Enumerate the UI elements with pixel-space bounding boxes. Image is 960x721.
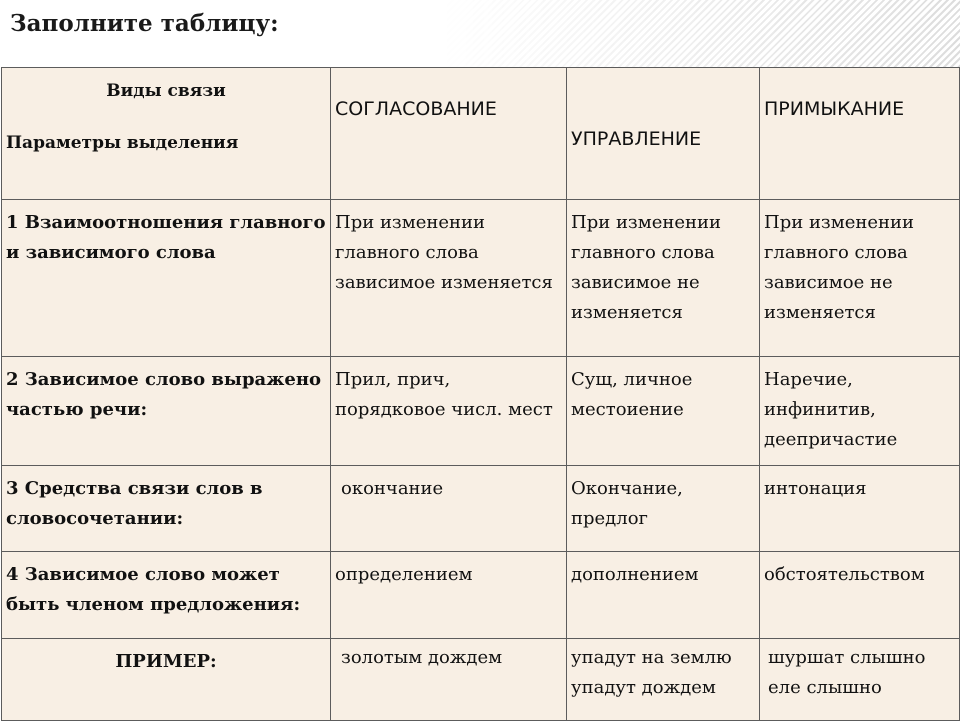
cell-adjunction-example: шуршат слышно еле слышно xyxy=(760,639,960,721)
header-adjunction: ПРИМЫКАНИЕ xyxy=(764,98,905,120)
header-cell-government xyxy=(567,68,760,200)
cell-adjunction-2: Наречие, инфинитив, деепричастие xyxy=(760,357,960,466)
row-param-1: 1 Взаимоотношения главного и зависимого слова xyxy=(2,200,331,357)
table-header-row xyxy=(2,68,960,200)
table-row xyxy=(2,639,960,721)
header-corner-cell xyxy=(2,68,331,200)
cell-adjunction-3: интонация xyxy=(760,466,960,552)
cell-agreement-example: золотым дождем xyxy=(331,639,567,721)
table-row xyxy=(2,552,960,639)
table-row xyxy=(2,357,960,466)
cell-agreement-4: определением xyxy=(331,552,567,639)
header-agreement: СОГЛАСОВАНИЕ xyxy=(335,98,497,120)
background-stripes xyxy=(440,0,960,72)
parameters-label: Параметры выделения xyxy=(6,133,239,153)
connection-types-label: Виды связи xyxy=(106,81,226,101)
table-row xyxy=(2,200,960,357)
header-cell-adjunction xyxy=(760,68,960,200)
header-government: УПРАВЛЕНИЕ xyxy=(571,128,702,150)
row-example-label: ПРИМЕР: xyxy=(2,639,331,721)
cell-government-3: Окончание, предлог xyxy=(567,466,760,552)
syntax-links-table xyxy=(1,67,960,721)
row-param-3: 3 Средства связи слов в словосочетании: xyxy=(2,466,331,552)
cell-government-4: дополнением xyxy=(567,552,760,639)
cell-agreement-3: окончание xyxy=(331,466,567,552)
cell-adjunction-4: обстоятельством xyxy=(760,552,960,639)
cell-government-example: упадут на землю упадут дождем xyxy=(567,639,760,721)
table-row xyxy=(2,466,960,552)
cell-agreement-1: При изменении главного слова зависимое изменяется xyxy=(331,200,567,357)
cell-agreement-2: Прил, прич, порядковое числ. мест xyxy=(331,357,567,466)
row-param-4: 4 Зависимое слово может быть членом предложения: xyxy=(2,552,331,639)
header-cell-agreement xyxy=(331,68,567,200)
cell-government-2: Сущ, личное местоиение xyxy=(567,357,760,466)
page-title: Заполните таблицу: xyxy=(10,10,279,37)
row-param-2: 2 Зависимое слово выражено частью речи: xyxy=(2,357,331,466)
cell-adjunction-1: При изменении главного слова зависимое не изменяется xyxy=(760,200,960,357)
cell-government-1: При изменении главного слова зависимое не изменяется xyxy=(567,200,760,357)
